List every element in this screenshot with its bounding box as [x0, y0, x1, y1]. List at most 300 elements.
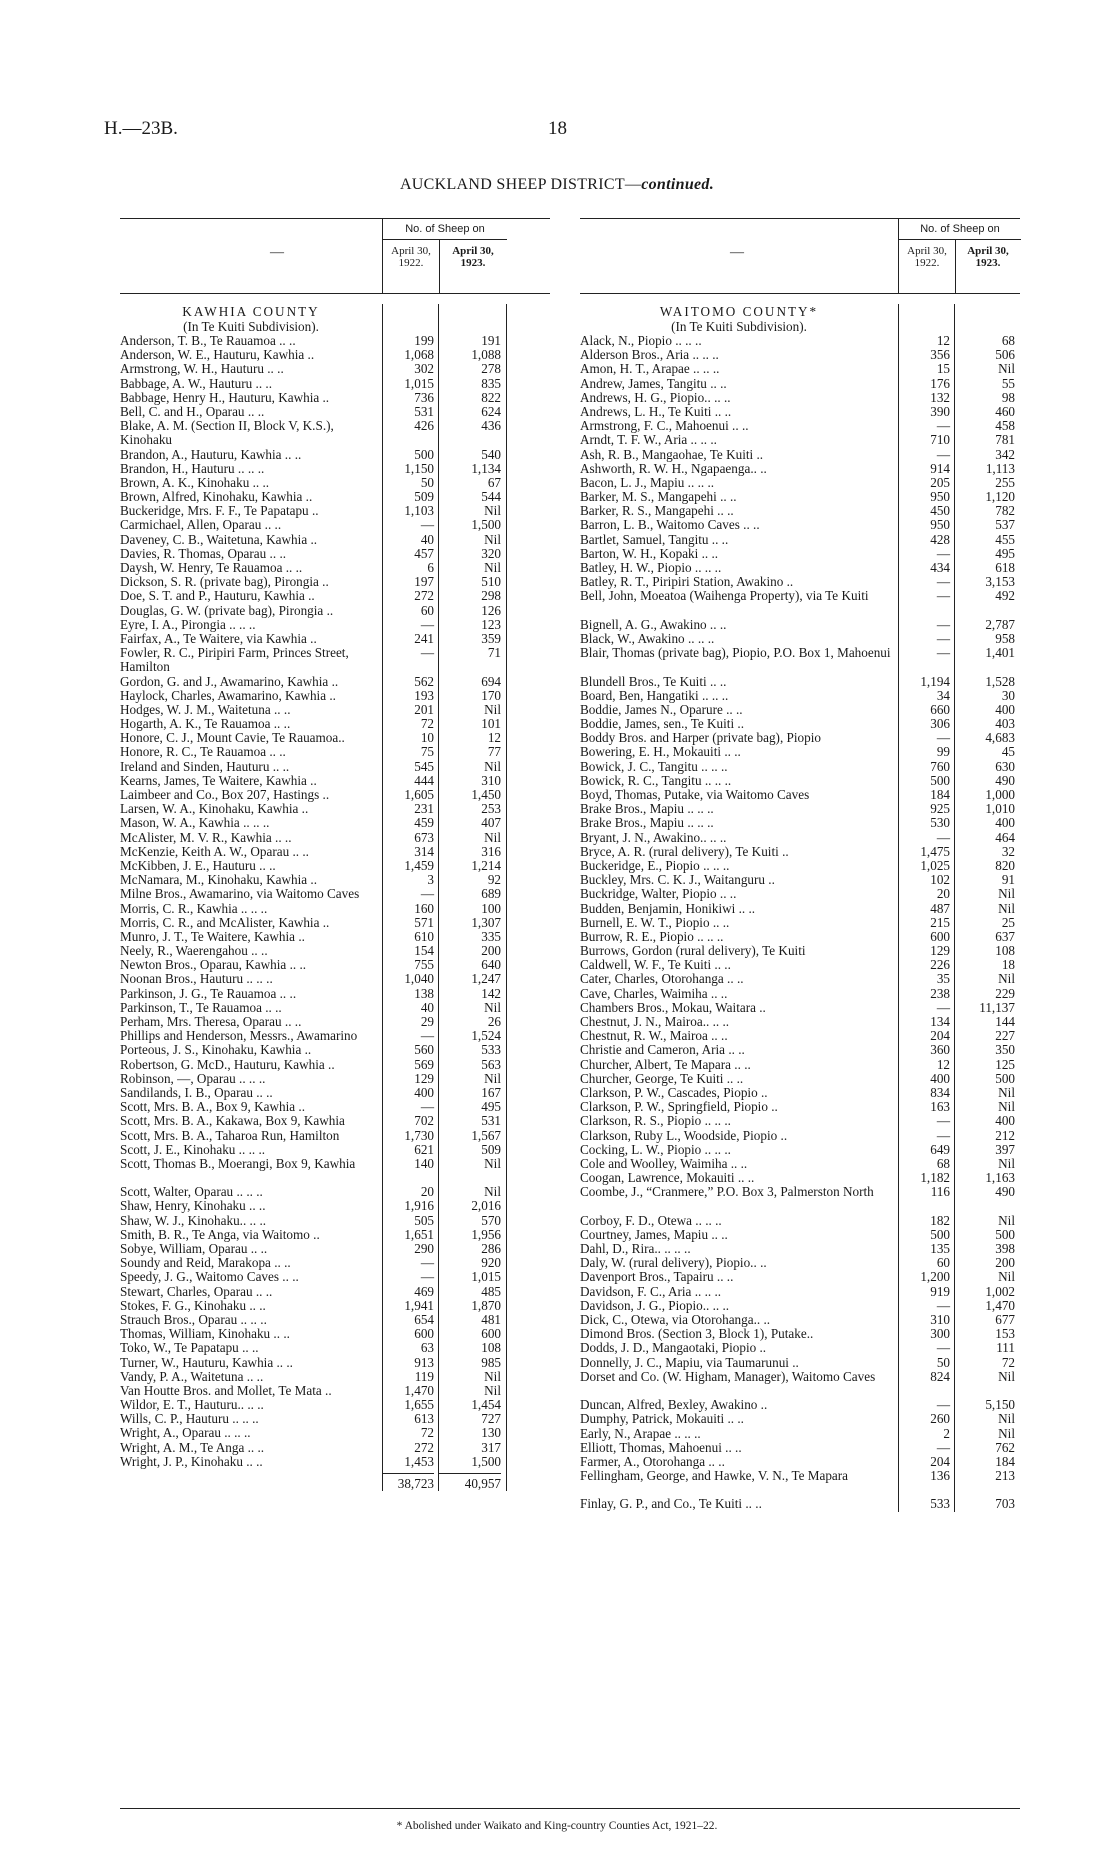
sheep-count-header — [382, 219, 507, 293]
table-row — [120, 1029, 550, 1043]
sheep-1923: 464 — [995, 829, 1015, 845]
holder-name: Ireland and Sinden, Hauturu .. .. — [120, 759, 290, 774]
table-row — [120, 958, 550, 972]
sheep-1922: 925 — [930, 801, 950, 817]
holder-name: Ash, R. B., Mangaohae, Te Kuiti .. — [580, 447, 764, 462]
holder-name: Smith, B. R., Te Anga, via Waitomo .. — [120, 1227, 320, 1242]
sheep-1922: 834 — [930, 1084, 950, 1100]
table-row — [120, 377, 550, 391]
table-row — [120, 731, 550, 745]
sheep-1923: 72 — [1001, 1354, 1015, 1370]
sheep-1923: 398 — [995, 1241, 1015, 1257]
left-rows — [120, 334, 550, 1469]
sheep-1923: 540 — [481, 446, 501, 462]
sheep-1922: — — [936, 1439, 950, 1455]
sheep-1923: 255 — [995, 474, 1015, 490]
holder-name: Perham, Mrs. Theresa, Oparau .. .. — [120, 1015, 302, 1030]
sheep-1922: 950 — [930, 517, 950, 533]
holder-name: Boddy Bros. and Harper (private bag), Piopio — [580, 731, 821, 746]
column-rule — [954, 304, 955, 1512]
holder-name: Neely, R., Waerengahou .. .. — [120, 944, 268, 959]
holder-name: Andrews, L. H., Te Kuiti .. .. — [580, 404, 732, 419]
sheep-1922: 356 — [930, 347, 950, 363]
table-row — [120, 930, 550, 944]
sheep-1923: 1,528 — [985, 673, 1015, 689]
holder-name: Parkinson, J. G., Te Rauamoa .. .. — [120, 986, 297, 1001]
sheep-1922: 560 — [414, 1042, 434, 1058]
sheep-1922: 201 — [414, 701, 434, 717]
table-row — [120, 504, 550, 518]
holder-name: Chambers Bros., Mokau, Waitara .. — [580, 1000, 766, 1015]
sheep-1923: 436 — [481, 418, 501, 434]
table-row — [120, 1157, 550, 1185]
table-row — [120, 1015, 550, 1029]
sheep-1923: 400 — [995, 815, 1015, 831]
table-row — [120, 760, 550, 774]
holder-name: Courtney, James, Mapiu .. .. — [580, 1227, 728, 1242]
holder-name: Milne Bros., Awamarino, via Waitomo Caves — [120, 887, 360, 902]
holder-name: Caldwell, W. F., Te Kuiti .. .. — [580, 958, 731, 973]
sheep-1923: 920 — [481, 1255, 501, 1271]
sheep-1922: 1,470 — [404, 1382, 434, 1398]
holder-name: Scott, J. E., Kinohaku .. .. .. — [120, 1142, 266, 1157]
sheep-1922: 531 — [414, 403, 434, 419]
sheep-1923: Nil — [484, 758, 501, 774]
sheep-1922: 390 — [930, 403, 950, 419]
sheep-1923: 170 — [481, 687, 501, 703]
sheep-1922: 204 — [930, 1453, 950, 1469]
holder-name: Morris, C. R., and McAlister, Kawhia .. — [120, 915, 330, 930]
table-row — [120, 1214, 550, 1228]
sheep-1923: 485 — [481, 1283, 501, 1299]
sheep-1922: 15 — [936, 361, 950, 377]
sheep-1922: 60 — [420, 602, 434, 618]
holder-name: Honore, R. C., Te Rauamoa .. .. — [120, 745, 286, 760]
sheep-1923: 335 — [481, 928, 501, 944]
sheep-1923: 286 — [481, 1241, 501, 1257]
sheep-1923: 403 — [995, 716, 1015, 732]
sheep-1923: 1,956 — [471, 1226, 501, 1242]
sheep-1923: 1,401 — [985, 645, 1015, 661]
sheep-1923: 153 — [995, 1326, 1015, 1342]
table-row — [120, 1327, 550, 1341]
section-title: WAITOMO COUNTY* — [659, 304, 819, 319]
sheep-1922: 428 — [930, 531, 950, 547]
left-table-body — [120, 304, 550, 1491]
holder-name: McKenzie, Keith A. W., Oparau .. .. — [120, 844, 309, 859]
sheep-1923: 820 — [995, 857, 1015, 873]
holder-name: Wright, A., Oparau .. .. .. — [120, 1426, 251, 1441]
holder-name: Bryce, A. R. (rural delivery), Te Kuiti .. — [580, 844, 789, 859]
table-row — [120, 604, 550, 618]
table-row — [120, 717, 550, 731]
sheep-1922: 132 — [930, 389, 950, 405]
holder-name: Dahl, D., Rira.. .. .. .. — [580, 1242, 691, 1257]
holder-name: Davidson, J. G., Piopio.. .. .. — [580, 1298, 730, 1313]
holder-name: Newton Bros., Oparau, Kawhia .. .. — [120, 958, 307, 973]
holder-name: Boyd, Thomas, Putake, via Waitomo Caves — [580, 788, 810, 803]
holder-name: Bignell, A. G., Awakino .. .. — [580, 617, 727, 632]
holder-name: Carmichael, Allen, Oparau .. .. — [120, 518, 282, 533]
sheep-1923: Nil — [484, 503, 501, 519]
holder-name: Burnell, E. W. T., Piopio .. .. — [580, 915, 730, 930]
table-row — [120, 1455, 550, 1469]
sheep-1923: 1,500 — [471, 1453, 501, 1469]
sheep-1923: 400 — [995, 1113, 1015, 1129]
sheep-1922: — — [420, 1255, 434, 1271]
holder-name: Cocking, L. W., Piopio .. .. .. — [580, 1142, 731, 1157]
sheep-1923: 958 — [995, 630, 1015, 646]
holder-name: Barton, W. H., Kopaki .. .. — [580, 546, 719, 561]
holder-name: Brandon, H., Hauturu .. .. .. — [120, 461, 265, 476]
holder-name: Alack, N., Piopio .. .. .. — [580, 334, 702, 348]
table-row — [120, 448, 550, 462]
sheep-1922: 226 — [930, 957, 950, 973]
column-rule — [438, 304, 439, 1491]
sheep-1923: 144 — [995, 1014, 1015, 1030]
sheep-1922: 193 — [414, 687, 434, 703]
holder-name: Ashworth, R. W. H., Ngapaenga.. .. — [580, 461, 767, 476]
sheep-1922: 40 — [420, 531, 434, 547]
sheep-1923: 213 — [995, 1468, 1015, 1484]
sheep-1922: 138 — [414, 985, 434, 1001]
holder-name: Andrews, H. G., Piopio.. .. .. — [580, 390, 731, 405]
sheep-1923: 400 — [995, 701, 1015, 717]
column-rule — [898, 304, 899, 1512]
table-row — [120, 1384, 550, 1398]
sheep-1923: 481 — [481, 1311, 501, 1327]
table-row — [120, 859, 550, 873]
sheep-1922: 600 — [930, 928, 950, 944]
sheep-1923: 510 — [481, 574, 501, 590]
sheep-1923: 762 — [995, 1439, 1015, 1455]
sheep-1923: 506 — [995, 347, 1015, 363]
sheep-1923: 55 — [1001, 375, 1015, 391]
sheep-1922: — — [936, 418, 950, 434]
holder-name: Churcher, Albert, Te Mapara .. .. — [580, 1057, 751, 1072]
sheep-1923: 191 — [481, 333, 501, 348]
sheep-1923: 689 — [481, 886, 501, 902]
sheep-1923: 101 — [481, 716, 501, 732]
sheep-1923: Nil — [998, 1084, 1015, 1100]
holder-name: Davenport Bros., Tapairu .. .. — [580, 1270, 734, 1285]
sheep-1922: 533 — [930, 1496, 950, 1512]
sheep-1922: — — [936, 446, 950, 462]
holder-name: Strauch Bros., Oparau .. .. .. — [120, 1312, 267, 1327]
sheep-1923: 2,787 — [985, 616, 1015, 632]
col-1922-header: April 30, 1922. — [907, 245, 947, 269]
sheep-1923: 985 — [481, 1354, 501, 1370]
table-row — [120, 972, 550, 986]
sheep-1922: 272 — [414, 588, 434, 604]
holder-name: Dickson, S. R. (private bag), Pirongia .. — [120, 575, 329, 590]
sheep-1922: 1,040 — [404, 971, 434, 987]
table-row — [120, 887, 550, 901]
holder-name: Batley, H. W., Piopio .. .. .. — [580, 561, 722, 575]
table-row — [120, 1100, 550, 1114]
sheep-1922: — — [936, 1340, 950, 1356]
table-row — [120, 1086, 550, 1100]
sheep-1923: 1,088 — [471, 347, 501, 363]
sheep-1922: 610 — [414, 928, 434, 944]
sheep-1922: 1,068 — [404, 347, 434, 363]
table-row — [120, 1412, 550, 1426]
sheep-1923: 509 — [481, 1141, 501, 1157]
holder-name: Bryant, J. N., Awakino.. .. .. — [580, 830, 727, 845]
sheep-1923: 703 — [995, 1496, 1015, 1512]
holder-name: Clarkson, R. S., Piopio .. .. .. — [580, 1114, 731, 1129]
sheep-1923: 212 — [995, 1127, 1015, 1143]
holder-name: Fairfax, A., Te Waitere, via Kawhia .. — [120, 631, 317, 646]
holder-name: Thomas, William, Kinohaku .. .. — [120, 1327, 290, 1342]
sheep-1923: 200 — [481, 943, 501, 959]
sheep-1923: 25 — [1001, 914, 1015, 930]
sheep-1923: 18 — [1001, 957, 1015, 973]
holder-name: Donnelly, J. C., Mapiu, via Taumarunui .. — [580, 1355, 799, 1370]
table-row — [120, 1313, 550, 1327]
sheep-1922: — — [420, 1269, 434, 1285]
sheep-1922: — — [936, 630, 950, 646]
holder-name: Porteous, J. S., Kinohaku, Kawhia .. — [120, 1043, 312, 1058]
sheep-1922: 545 — [414, 758, 434, 774]
sheep-1923: 71 — [487, 645, 501, 661]
sheep-1923: 1,450 — [471, 787, 501, 803]
holder-name: Bowick, R. C., Tangitu .. .. .. — [580, 773, 732, 788]
sheep-1922: 272 — [414, 1439, 434, 1455]
table-row — [120, 1285, 550, 1299]
table-row — [120, 1426, 550, 1440]
table-row — [120, 845, 550, 859]
sheep-1923: 91 — [1001, 872, 1015, 888]
holder-name: Daveney, C. B., Waitetuna, Kawhia .. — [120, 532, 318, 547]
sheep-1923: 640 — [481, 957, 501, 973]
col-1922-header: April 30, 1922. — [391, 245, 431, 269]
sheep-1923: 455 — [995, 531, 1015, 547]
sheep-1923: 531 — [481, 1113, 501, 1129]
holder-name: Dorset and Co. (W. Higham, Manager), Waitomo Caves — [580, 1369, 876, 1384]
sheep-1922: 260 — [930, 1411, 950, 1427]
group-label: No. of Sheep on — [920, 223, 1000, 235]
holder-name: Blundell Bros., Te Kuiti .. .. — [580, 674, 727, 689]
sheep-1923: 1,454 — [471, 1397, 501, 1413]
table-row — [120, 1001, 550, 1015]
sheep-1922: — — [936, 616, 950, 632]
sheep-1923: Nil — [484, 560, 501, 576]
sheep-1922: — — [420, 616, 434, 632]
table-row — [120, 589, 550, 603]
holder-name: Cater, Charles, Otorohanga .. .. — [580, 972, 744, 987]
holder-name: Wright, A. M., Te Anga .. .. — [120, 1440, 265, 1455]
holder-name: Doe, S. T. and P., Hauturu, Kawhia .. — [120, 589, 315, 604]
sheep-1923: 490 — [995, 1184, 1015, 1200]
sheep-1923: 1,214 — [471, 857, 501, 873]
holder-name: Brown, A. K., Kinohaku .. .. — [120, 475, 270, 490]
holder-name: Farmer, A., Otorohanga .. .. — [580, 1454, 725, 1469]
holder-name: Fellingham, George, and Hawke, V. N., Te Mapara — [580, 1469, 849, 1484]
holder-name: Phillips and Henderson, Messrs., Awamarino — [120, 1029, 358, 1044]
sheep-1923: 1,500 — [471, 517, 501, 533]
sheep-1922: 1,150 — [404, 460, 434, 476]
sheep-1923: 600 — [481, 1326, 501, 1342]
sheep-1922: 182 — [930, 1212, 950, 1228]
sheep-1923: 500 — [995, 1226, 1015, 1242]
sheep-1923: 229 — [995, 985, 1015, 1001]
sheep-1923: 3,153 — [985, 574, 1015, 590]
holder-name: Duncan, Alfred, Bexley, Awakino .. — [580, 1398, 768, 1413]
holder-name: Cole and Woolley, Waimiha .. .. — [580, 1156, 748, 1171]
sheep-1922: 184 — [930, 787, 950, 803]
table-row — [120, 1058, 550, 1072]
sheep-1923: 490 — [995, 772, 1015, 788]
sheep-1923: 1,470 — [985, 1297, 1015, 1313]
table-row — [120, 518, 550, 532]
sheep-1922: 500 — [414, 446, 434, 462]
total-row — [120, 1469, 550, 1491]
sheep-1923: 108 — [995, 943, 1015, 959]
holder-name: Larsen, W. A., Kinohaku, Kawhia .. — [120, 802, 309, 817]
sheep-1923: 342 — [995, 446, 1015, 462]
sheep-1922: 197 — [414, 574, 434, 590]
sheep-1923: 1,247 — [471, 971, 501, 987]
sheep-1922: 457 — [414, 545, 434, 561]
sheep-1923: Nil — [484, 1368, 501, 1384]
table-row — [120, 816, 550, 830]
sheep-1922: 163 — [930, 1099, 950, 1115]
sheep-1922: 20 — [420, 1184, 434, 1200]
sheep-1923: 570 — [481, 1212, 501, 1228]
sheep-1923: 317 — [481, 1439, 501, 1455]
table-row — [120, 533, 550, 547]
holder-name: Scott, Mrs. B. A., Taharoa Run, Hamilton — [120, 1128, 340, 1143]
holder-name: Bowering, E. H., Mokauiti .. .. — [580, 745, 741, 760]
table-row — [120, 1370, 550, 1384]
page-reference: H.—23B. — [104, 118, 178, 139]
sheep-count-header — [898, 219, 1021, 293]
holder-name: Laimbeer and Co., Box 207, Hastings .. — [120, 788, 330, 803]
sheep-1922: 60 — [936, 1255, 950, 1271]
holder-name: Van Houtte Bros. and Mollet, Te Mata .. — [120, 1383, 332, 1398]
sheep-1922: 500 — [930, 1226, 950, 1242]
sheep-1923: 544 — [481, 489, 501, 505]
holder-name: Burrow, R. E., Piopio .. .. .. — [580, 929, 724, 944]
holder-name: Wildor, E. T., Hauturu.. .. .. — [120, 1398, 264, 1413]
sheep-1923: 100 — [481, 900, 501, 916]
column-rule — [506, 304, 507, 1491]
table-row — [120, 405, 550, 419]
sheep-1923: 126 — [481, 602, 501, 618]
holder-name: Board, Ben, Hangatiki .. .. .. — [580, 688, 729, 703]
sheep-1923: 278 — [481, 361, 501, 377]
sheep-1922: 444 — [414, 772, 434, 788]
table-row — [120, 1441, 550, 1455]
sheep-1923: 130 — [481, 1425, 501, 1441]
sheep-1923: 67 — [487, 474, 501, 490]
sheep-1923: Nil — [998, 1212, 1015, 1228]
sheep-1922: 1,459 — [404, 857, 434, 873]
table-row — [120, 632, 550, 646]
table-row — [120, 1299, 550, 1313]
table-row — [120, 462, 550, 476]
holder-name: Shaw, W. J., Kinohaku.. .. .. — [120, 1213, 267, 1228]
sheep-1923: 5,150 — [985, 1397, 1015, 1413]
sheep-1923: 125 — [995, 1056, 1015, 1072]
sheep-1922: 154 — [414, 943, 434, 959]
holder-name: Mason, W. A., Kawhia .. .. .. — [120, 816, 270, 831]
sheep-1922: 10 — [420, 730, 434, 746]
holder-name: Andrew, James, Tangitu .. .. — [580, 376, 727, 391]
sheep-1923: 1,015 — [471, 1269, 501, 1285]
holder-name: Kearns, James, Te Waitere, Kawhia .. — [120, 773, 317, 788]
holder-name: Stewart, Charles, Oparau .. .. — [120, 1284, 273, 1299]
table-row — [120, 1043, 550, 1057]
sheep-1922: 134 — [930, 1014, 950, 1030]
sheep-1922: 760 — [930, 758, 950, 774]
sheep-1923: 32 — [1001, 843, 1015, 859]
holder-name: Finlay, G. P., and Co., Te Kuiti .. .. — [580, 1497, 762, 1512]
table-row — [120, 618, 550, 632]
holder-name: Black, W., Awakino .. .. .. — [580, 631, 715, 646]
sheep-1922: 306 — [930, 716, 950, 732]
table-row — [120, 334, 550, 348]
sheep-1922: 702 — [414, 1113, 434, 1129]
holder-name: Munro, J. T., Te Waitere, Kawhia .. — [120, 929, 305, 944]
sheep-1923: 184 — [995, 1453, 1015, 1469]
sheep-1923: 694 — [481, 673, 501, 689]
table-row — [120, 1341, 550, 1355]
holder-name: Robinson, —, Oparau .. .. .. — [120, 1071, 266, 1086]
holder-name: Scott, Mrs. B. A., Kakawa, Box 9, Kawhia — [120, 1114, 345, 1129]
sheep-1923: 30 — [1001, 687, 1015, 703]
sheep-1923: Nil — [998, 1269, 1015, 1285]
holder-name: Blake, A. M. (Section II, Block V, K.S.), Kinohaku — [120, 419, 334, 448]
holder-name: Brown, Alfred, Kinohaku, Kawhia .. — [120, 490, 313, 505]
sheep-1922: 72 — [420, 1425, 434, 1441]
holder-name: Dimond Bros. (Section 3, Block 1), Putake.. — [580, 1327, 814, 1342]
sheep-1923: 108 — [481, 1340, 501, 1356]
sheep-1922: 613 — [414, 1411, 434, 1427]
sheep-1923: 200 — [995, 1255, 1015, 1271]
footnote: * Abolished under Waikato and King-country Counties Act, 1921–22. — [396, 1820, 718, 1832]
table-row — [120, 1256, 550, 1270]
sheep-1922: 136 — [930, 1468, 950, 1484]
table-row — [120, 547, 550, 561]
sheep-1923: 458 — [995, 418, 1015, 434]
sheep-1922: — — [936, 999, 950, 1015]
holder-name: Bacon, L. J., Mapiu .. .. .. — [580, 475, 715, 490]
table-row — [120, 1072, 550, 1086]
table-row — [120, 490, 550, 504]
group-label: No. of Sheep on — [405, 223, 485, 235]
sheep-1922: 500 — [930, 772, 950, 788]
sheep-1922: 530 — [930, 815, 950, 831]
sheep-1922: 824 — [930, 1368, 950, 1384]
footer-rule — [120, 1808, 1020, 1809]
sheep-1922: 99 — [936, 744, 950, 760]
sheep-1923: 320 — [481, 545, 501, 561]
holder-name: Robertson, G. McD., Hauturu, Kawhia .. — [120, 1057, 335, 1072]
sheep-1922: 129 — [414, 1070, 434, 1086]
sheep-1922: — — [420, 1028, 434, 1044]
sheep-1923: 495 — [481, 1099, 501, 1115]
sheep-1923: 253 — [481, 801, 501, 817]
sheep-1923: 111 — [996, 1340, 1015, 1356]
sheep-1922: 63 — [420, 1340, 434, 1356]
sheep-1923: 1,567 — [471, 1127, 501, 1143]
table-row — [120, 902, 550, 916]
table-row — [120, 873, 550, 887]
holder-name: Amon, H. T., Arapae .. .. .. — [580, 362, 720, 377]
holder-name: Bowick, J. C., Tangitu .. .. .. — [580, 759, 728, 774]
